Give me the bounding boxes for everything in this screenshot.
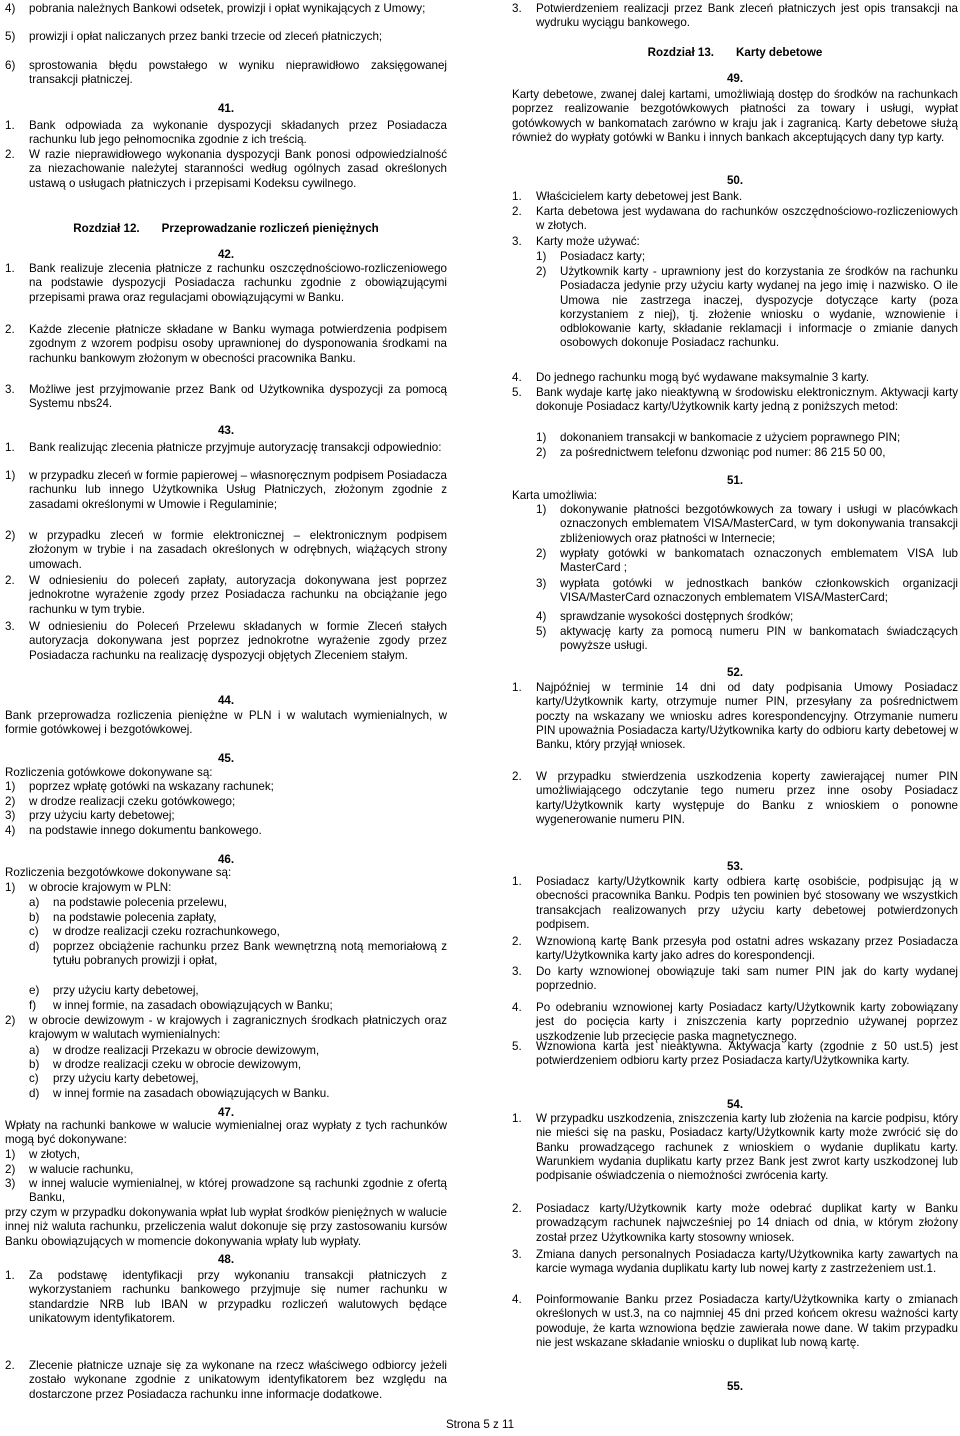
item-number: 5): [5, 30, 16, 43]
list-item: [5, 1359, 447, 1402]
item-number: b): [29, 1058, 40, 1071]
item-number: c): [29, 925, 39, 938]
page-number: Strona 5 z 11: [445, 1418, 515, 1431]
item-text: Możliwe jest przyjmowanie przez Bank od Użytkownika dyspozycji za pomocą Systemu nbs24.: [29, 383, 447, 411]
item-number: 5): [536, 625, 547, 638]
item-text: wypłata gotówki w jednostkach banków członkowskich organizacji VISA/MasterCard oznaczonych emblematem VISA/MasterCard;: [560, 577, 958, 605]
item-text: Karta debetowa jest wydawana do rachunków oszczędnościowo-rozliczeniowych w złotych.: [536, 205, 958, 233]
sub-list-item: [536, 577, 958, 606]
item-number: 1.: [5, 1269, 15, 1282]
section-text: Rozliczenia gotówkowe dokonywane są:: [5, 766, 213, 779]
list-item: [5, 809, 447, 823]
list-item: [512, 235, 958, 249]
item-number: 6): [5, 59, 16, 72]
item-text: W przypadku uszkodzenia, zniszczenia karty lub złożenia na karcie podpisu, który nie mieści się na pasku, Posiadacz karty/Użytkownik karty może zwrócić się do Banku prowadzącego rachunek z wnioskiem o wydanie duplikatu karty. Warunkiem wydania duplikatu karty przez Bank jest zwrot karty uszkodzonej lub podpisanie oświadczenia o niemożności zwrócenia karty.: [536, 1112, 958, 1183]
list-item: [5, 59, 447, 88]
section-heading-41: 41.: [217, 102, 235, 115]
item-text: wypłaty gotówki w bankomatach oznaczonych emblematem VISA lub MasterCard ;: [560, 547, 958, 575]
item-number: 2.: [512, 1202, 522, 1215]
section-heading-46: 46.: [217, 853, 235, 866]
item-text: przy użyciu karty debetowej,: [53, 1072, 199, 1085]
section-heading-51: 51.: [726, 474, 744, 487]
item-number: c): [29, 1072, 39, 1085]
item-number: 1): [5, 1148, 16, 1161]
item-text: Wznowioną kartę Bank przesyła pod ostatni adres wskazany przez Posiadacza karty/Użytkownika karty jako adres do korespondencji.: [536, 935, 958, 963]
item-number: 5.: [512, 1040, 522, 1053]
section-heading-54: 54.: [726, 1098, 744, 1111]
sub-list-item: [29, 1058, 447, 1072]
section-heading-47: 47.: [217, 1106, 235, 1119]
item-text: Właścicielem karty debetowej jest Bank.: [536, 190, 743, 203]
item-number: 1.: [512, 190, 522, 203]
section-text: Wpłaty na rachunki bankowe w walucie wymienialnej oraz wypłaty z tych rachunków mogą być dokonywane:: [5, 1119, 447, 1147]
item-number: 3.: [512, 2, 522, 15]
item-text: w drodze realizacji czeku w obrocie dewizowym,: [53, 1058, 302, 1071]
item-text: na podstawie polecenia zapłaty,: [53, 911, 217, 924]
list-item: [5, 824, 447, 838]
item-text: Bank realizując zlecenia płatnicze przyjmuje autoryzację transakcji odpowiednio:: [29, 441, 442, 454]
sub-list-item: [536, 503, 958, 546]
sub-list-item: [536, 265, 958, 351]
item-text: w walucie rachunku,: [29, 1163, 134, 1176]
item-number: 2): [5, 1163, 16, 1176]
item-number: 1): [536, 503, 547, 516]
item-text: Za podstawę identyfikacji przy wykonaniu transakcji płatniczych z wykorzystaniem rachunku bankowego przyjmuje się numer rachunku w standardzie NRB lub IBAN w przypadku rozliczeń walutowych będące unikatowym identyfikatorem.: [29, 1269, 447, 1325]
item-text: w obrocie krajowym w PLN:: [29, 881, 172, 894]
item-text: Posiadacz karty/Użytkownik karty może odebrać duplikat karty w Banku prowadzącym rachunek najwcześniej po 14 dniach od dnia, w którym złożony został przez Użytkownika karty stosowny wniosek.: [536, 1202, 958, 1244]
sub-list-item: [536, 446, 958, 460]
item-text: Bank odpowiada za wykonanie dyspozycji składanych przez Posiadacza rachunku lub jego pełnomocnika zgodnie z ich treścią.: [29, 119, 447, 147]
item-number: 1): [536, 431, 547, 444]
item-number: 2): [536, 547, 547, 560]
item-number: 1.: [512, 1112, 522, 1125]
item-number: 1): [5, 469, 16, 482]
item-number: 2): [536, 265, 547, 278]
item-number: 3.: [512, 965, 522, 978]
item-text: Zlecenie płatnicze uznaje się za wykonane na rzecz właściwego odbiorcy jeżeli zostało wykonane zgodnie z unikatowym identyfikatorem bez względu na dostarczone przez Posiadacza rachunku inne informacje dodatkowe.: [29, 1359, 447, 1401]
list-item: [512, 205, 958, 234]
sub-list-item: [29, 925, 447, 939]
section-heading-43: 43.: [217, 424, 235, 437]
item-text: Bank wydaje kartę jako nieaktywną w środowisku elektronicznym. Aktywacji karty dokonuje Posiadacz karty/Użytkownik karty jedną z poniższych metod:: [536, 386, 958, 414]
list-item: [5, 1177, 447, 1206]
item-number: 4): [536, 610, 547, 623]
chapter-title: Przeprowadzanie rozliczeń pieniężnych: [161, 222, 379, 235]
list-item: [512, 190, 958, 204]
list-item: [5, 30, 447, 44]
item-number: 1): [5, 780, 16, 793]
item-text: w przypadku zleceń w formie elektronicznej – elektronicznym podpisem złożonym w trybie i na zasadach określonych w odrębnych, wiążących strony umowach.: [29, 529, 447, 571]
section-heading-48: 48.: [217, 1253, 235, 1266]
item-number: 1.: [512, 875, 522, 888]
item-number: 3.: [512, 235, 522, 248]
item-text: w złotych,: [29, 1148, 80, 1161]
chapter-number: Rozdział 13.: [647, 46, 714, 59]
item-text: w innej walucie wymienialnej, w której prowadzone są rachunki zgodnie z ofertą Banku,: [29, 1177, 447, 1205]
item-text: na podstawie polecenia przelewu,: [53, 896, 228, 909]
list-item: [5, 780, 447, 794]
section-heading-55: 55.: [726, 1380, 744, 1393]
item-number: 3): [5, 1177, 16, 1190]
item-text: Posiadacz karty;: [560, 250, 646, 263]
list-item: [512, 371, 958, 385]
list-item: [512, 770, 958, 827]
item-text: sprawdzanie wysokości dostępnych środków;: [560, 610, 794, 623]
item-text: pobrania należnych Bankowi odsetek, prowizji i opłat wynikających z Umowy;: [29, 2, 426, 15]
list-item: [512, 1040, 958, 1069]
item-number: d): [29, 1087, 40, 1100]
section-text: Karty debetowe, zwanej dalej kartami, umożliwiają dostęp do środków na rachunkach poprzez realizowanie bezgotówkowych płatności za towary i usługi, wypłat gotówkowych w bankomatach zarówno w kraju jak i zagranicą. Karty debetowe służą również do wypłaty gotówki w Banku i innych bankach akceptujących dany typ karty.: [512, 88, 958, 144]
chapter-heading-12: [5, 222, 447, 236]
item-text: Karty może używać:: [536, 235, 640, 248]
sub-list-item: [536, 610, 958, 624]
item-text: Zmiana danych personalnych Posiadacza karty/Użytkownika karty zawartych na karcie wymaga wydania duplikatu karty lub nowej karty z zastrzeżeniem ust.1.: [536, 1248, 958, 1276]
item-number: 1.: [5, 262, 15, 275]
item-number: f): [29, 999, 37, 1012]
item-text: przy użyciu karty debetowej,: [53, 984, 199, 997]
item-number: 2): [5, 529, 16, 542]
sub-list-item: [536, 431, 958, 445]
item-text: W razie nieprawidłowego wykonania dyspozycji Bank ponosi odpowiedzialność za niezachowanie należytej staranności według ogólnych zasad określonych ustawą o usługach płatniczych i przepisami Kodeksu cywilnego.: [29, 148, 447, 190]
item-number: d): [29, 940, 40, 953]
list-item: [512, 935, 958, 964]
item-text: w innej formie, na zasadach obowiązujących w Banku;: [53, 999, 333, 1012]
list-item: [5, 441, 447, 455]
item-number: 2.: [512, 205, 522, 218]
item-text: w drodze realizacji Przekazu w obrocie dewizowym,: [53, 1044, 320, 1057]
item-text: prowizji i opłat naliczanych przez banki trzecie od zleceń płatniczych;: [29, 30, 383, 43]
item-text: poprzez obciążenie rachunku przez Bank wewnętrzną notą memoriałową z tytułu pobranych prowizji i opłat,: [53, 940, 447, 968]
item-number: 2.: [512, 935, 522, 948]
list-item: [5, 1014, 447, 1043]
item-text: Do karty wznowionej obowiązuje taki sam numer PIN jak do karty wydanej poprzednio.: [536, 965, 958, 993]
item-text: Poinformowanie Banku przez Posiadacza karty/Użytkownika karty o zmianach określonych w ust.3, na co najmniej 45 dni przed końcem okresu ważności karty powoduje, że karta wznowiona będzie zawierała nowe dane. W takim przypadku nie jest wskazane składanie wniosku o duplikat lub nową kartę.: [536, 1293, 958, 1349]
sub-list-item: [5, 469, 447, 512]
item-number: 2): [536, 446, 547, 459]
item-number: 1.: [5, 441, 15, 454]
item-number: e): [29, 984, 40, 997]
item-number: b): [29, 911, 40, 924]
item-number: 2.: [5, 323, 15, 336]
section-heading-52: 52.: [726, 666, 744, 679]
sub-list-item: [29, 896, 447, 910]
item-text: w obrocie dewizowym - w krajowych i zagranicznych środkach płatniczych oraz krajowym w walutach wymienialnych:: [29, 1014, 447, 1042]
list-item: [5, 383, 447, 412]
item-text: na podstawie innego dokumentu bankowego.: [29, 824, 262, 837]
item-number: 1.: [512, 681, 522, 694]
item-number: 3): [536, 577, 547, 590]
item-text: Użytkownik karty - uprawniony jest do korzystania ze środków na rachunku Posiadacza jedynie przy użyciu karty wydanej na jego imię i nazwisko. O ile Umowa nie zastrzega inaczej, dyspozycje dotyczące karty (poza korzystaniem z niej), tj. złożenie wniosku o wydanie, wznowienie i odblokowanie karty, składanie reklamacji i informacje o zmianie danych osobowych dokonuje Posiadacz rachunku.: [560, 265, 958, 350]
item-number: 2): [5, 795, 16, 808]
item-text: w drodze realizacji czeku gotówkowego;: [29, 795, 236, 808]
item-text: W odniesieniu do poleceń zapłaty, autoryzacja dokonywana jest poprzez jednokrotne wyrażenie zgody przez Posiadacza rachunku na obciążanie jego rachunku w tym trybie.: [29, 574, 447, 616]
list-item: [5, 574, 447, 617]
list-item: [512, 386, 958, 415]
item-text: Posiadacz karty/Użytkownik karty odbiera kartę osobiście, podpisując ją w obecności pracownika Banku. Podpis ten powinien być stosowany we wszystkich transakcjach realizowanych przy użyciu karty debetowej potwierdzonych podpisem.: [536, 875, 958, 931]
item-text: w innej formie na zasadach obowiązujących w Banku.: [53, 1087, 330, 1100]
item-text: dokonaniem transakcji w bankomacie z użyciem poprawnego PIN;: [560, 431, 901, 444]
list-item: [5, 881, 447, 895]
list-item: [5, 620, 447, 663]
list-item: [5, 262, 447, 305]
sub-list-item: [536, 625, 958, 654]
sub-list-item: [5, 529, 447, 572]
item-text: Najpóźniej w terminie 14 dni od daty podpisania Umowy Posiadacz karty/Użytkownik karty, otrzymuje numer PIN, przesyłany za pośrednictwem poczty na wskazany we wniosku adres korespondencyjny. Otrzymanie numeru PIN upoważnia Posiadacza karty/Użytkownika karty do odbioru karty debetowej w Banku, który przyjął wniosek.: [536, 681, 958, 752]
item-number: 1.: [5, 119, 15, 132]
item-text: sprostowania błędu powstałego w wyniku nieprawidłowo zaksięgowanej transakcji płatniczej.: [29, 59, 447, 87]
list-item: [512, 875, 958, 932]
section-text: Karta umożliwia:: [512, 489, 598, 502]
item-number: 2.: [512, 770, 522, 783]
list-item: [5, 795, 447, 809]
list-item: [5, 1148, 447, 1162]
section-heading-45: 45.: [217, 752, 235, 765]
item-number: 1): [536, 250, 547, 263]
list-item: [5, 1163, 447, 1177]
sub-list-item: [29, 1072, 447, 1086]
item-text: Do jednego rachunku mogą być wydawane maksymalnie 3 karty.: [536, 371, 869, 384]
item-text: Wznowiona karta jest nieaktywna. Aktywacja karty (zgodnie z 50 ust.5) jest potwierdzeniem odbioru karty przez Posiadacza karty/Użytkownika karty.: [536, 1040, 958, 1068]
item-number: 4): [5, 824, 16, 837]
item-number: 4.: [512, 1001, 522, 1014]
item-text: poprzez wpłatę gotówki na wskazany rachunek;: [29, 780, 274, 793]
item-number: 5.: [512, 386, 522, 399]
item-text: W przypadku stwierdzenia uszkodzenia koperty zawierającej numer PIN umożliwiającego odczytanie tego numeru przez inne osoby Posiadacz karty/Użytkownik karty występuje do Banku z wnioskiem o ponowne wygenerowanie numeru PIN.: [536, 770, 958, 826]
item-number: 3): [5, 809, 16, 822]
item-number: 1): [5, 881, 16, 894]
item-number: 4.: [512, 1293, 522, 1306]
list-item: [512, 2, 958, 31]
section-heading-49: 49.: [726, 72, 744, 85]
list-item: [5, 2, 447, 16]
list-item: [512, 1202, 958, 1245]
list-item: [512, 1112, 958, 1183]
item-text: przy użyciu karty debetowej;: [29, 809, 175, 822]
list-item: [512, 1001, 958, 1044]
list-item: [512, 1293, 958, 1350]
item-text: W odniesieniu do Poleceń Przelewu składanych w formie Zleceń stałych autoryzacja dokonywana jest poprzez jednokrotne wyrażenie zgody przez Posiadacza rachunku na realizację dyspozycji objętych Zleceniem stałym.: [29, 620, 447, 662]
item-number: 2.: [5, 1359, 15, 1372]
section-text: Rozliczenia bezgotówkowe dokonywane są:: [5, 866, 232, 879]
item-text: dokonywanie płatności bezgotówkowych za towary i usługi w placówkach oznaczonych emblematem VISA/MasterCard, w tym dokonywania transakcji zbliżeniowych oraz płatności w Internecie;: [560, 503, 958, 545]
item-text: w drodze realizacji czeku rozrachunkowego,: [53, 925, 280, 938]
item-number: 4.: [512, 371, 522, 384]
item-number: 2.: [5, 148, 15, 161]
item-number: 2): [5, 1014, 16, 1027]
section-heading-50: 50.: [726, 174, 744, 187]
sub-list-item: [536, 547, 958, 576]
list-item: [5, 119, 447, 148]
item-text: aktywację karty za pomocą numeru PIN w bankomatach świadczących powyższe usługi.: [560, 625, 958, 653]
section-heading-44: 44.: [217, 694, 235, 707]
chapter-heading-13: [512, 46, 958, 60]
item-text: Bank realizuje zlecenia płatnicze z rachunku oszczędnościowo-rozliczeniowego na podstawie dyspozycji Posiadacza rachunku zgodnie z obowiązującymi przepisami prawa oraz regulacjami obowiązującymi w Banku.: [29, 262, 447, 304]
list-item: [5, 323, 447, 366]
list-item: [512, 681, 958, 752]
item-text: w przypadku zleceń w formie papierowej – własnoręcznym podpisem Posiadacza rachunku lub innego Użytkownika Usług Płatniczych, złożonym zgodnie z zasadami określonymi w Umowie i Regulaminie;: [29, 469, 447, 511]
sub-list-item: [536, 250, 958, 264]
item-number: 4): [5, 2, 16, 15]
item-number: 3.: [5, 383, 15, 396]
section-heading-53: 53.: [726, 860, 744, 873]
list-item: [5, 1269, 447, 1326]
item-number: 3.: [512, 1248, 522, 1261]
section-text: przy czym w przypadku dokonywania wpłat lub wypłat środków pieniężnych w walucie innej niż waluta rachunku, przeliczenia walut dokonuje się przy zastosowaniu kursów Banku obowiązujących w momencie dokonywania wpłaty lub wypłaty.: [5, 1206, 447, 1248]
item-number: a): [29, 896, 40, 909]
sub-list-item: [29, 1087, 447, 1101]
sub-list-item: [29, 911, 447, 925]
sub-list-item: [29, 984, 447, 998]
item-text: za pośrednictwem telefonu dzwoniąc pod numer: 86 215 50 00,: [560, 446, 886, 459]
item-number: a): [29, 1044, 40, 1057]
section-text: Bank przeprowadza rozliczenia pieniężne w PLN i w walutach wymienialnych, w formie gotówkowej i bezgotówkowej.: [5, 709, 447, 737]
item-number: 2.: [5, 574, 15, 587]
chapter-number: Rozdział 12.: [73, 222, 140, 235]
list-item: [512, 1248, 958, 1277]
sub-list-item: [29, 940, 447, 969]
item-text: Każde zlecenie płatnicze składane w Banku wymaga potwierdzenia podpisem zgodnym z wzorem podpisu osoby uprawnionej do dysponowania środkami na rachunku bankowym złożonym w obecności pracownika Banku.: [29, 323, 447, 365]
sub-list-item: [29, 1044, 447, 1058]
item-number: 3.: [5, 620, 15, 633]
list-item: [512, 965, 958, 994]
section-heading-42: 42.: [217, 248, 235, 261]
item-text: Po odebraniu wznowionej karty Posiadacz karty/Użytkownik karty zobowiązany jest do pocięcia karty i zniszczenia karty poprzednio używanej poprzez uszkodzenie lub przecięcie paska magnetycznego.: [536, 1001, 958, 1043]
sub-list-item: [29, 999, 447, 1013]
list-item: [5, 148, 447, 191]
item-text: Potwierdzeniem realizacji przez Bank zleceń płatniczych jest opis transakcji na wydruku wyciągu bankowego.: [536, 2, 958, 30]
chapter-title: Karty debetowe: [736, 46, 823, 59]
